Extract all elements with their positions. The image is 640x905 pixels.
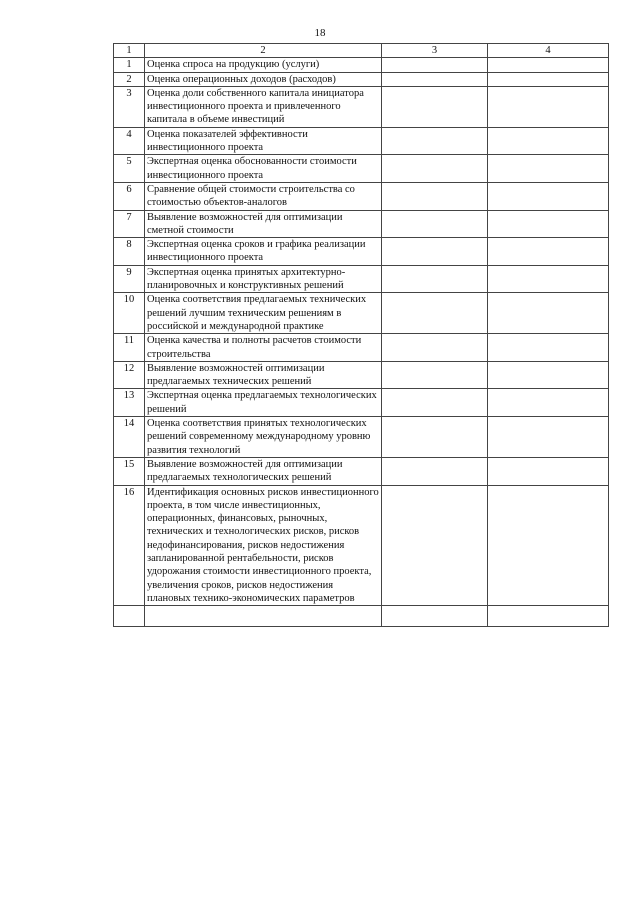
row-cell-4 (488, 361, 609, 389)
page-number: 18 (314, 27, 326, 39)
row-text: Оценка показателей эффективности инвестиционного проекта (145, 127, 382, 155)
row-text: Выявление возможностей для оптимизации сметной стоимости (145, 210, 382, 238)
row-text: Экспертная оценка предлагаемых технологических решений (145, 389, 382, 417)
row-cell-4 (488, 72, 609, 86)
row-cell-4 (488, 334, 609, 362)
row-cell-3 (382, 293, 488, 334)
row-cell-4 (488, 389, 609, 417)
row-cell-3 (382, 155, 488, 183)
row-cell-4 (488, 238, 609, 266)
table-row (114, 457, 609, 485)
table-row (114, 389, 609, 417)
column-header-2: 2 (145, 44, 382, 58)
row-number: 10 (114, 293, 145, 334)
row-cell-4 (488, 417, 609, 458)
row-cell-4 (488, 485, 609, 606)
row-text: Идентификация основных рисков инвестиционного проекта, в том числе инвестиционных, операционных, финансовых, рыночных, технических и технологических рисков, рисков недофинансирования, рисков недостижения запланированной рентабельности, рисков удорожания стоимости инвестиционного проекта, увеличения сроков, рисков недостижения плановых технико-экономических параметров (145, 485, 382, 606)
table-row (114, 238, 609, 266)
row-number: 16 (114, 485, 145, 606)
row-text: Экспертная оценка принятых архитектурно-планировочных и конструктивных решений (145, 265, 382, 293)
row-cell-3 (382, 182, 488, 210)
row-text: Оценка соответствия предлагаемых технических решений лучшим техническим решениям в российской и международной практике (145, 293, 382, 334)
row-text: Выявление возможностей оптимизации предлагаемых технических решений (145, 361, 382, 389)
table-row (114, 293, 609, 334)
row-cell-4 (488, 58, 609, 72)
table-row (114, 210, 609, 238)
row-cell-3 (382, 361, 488, 389)
column-header-4: 4 (488, 44, 609, 58)
table-row (114, 361, 609, 389)
empty-cell (488, 606, 609, 627)
row-text: Экспертная оценка обоснованности стоимости инвестиционного проекта (145, 155, 382, 183)
row-cell-4 (488, 155, 609, 183)
table-row (114, 86, 609, 127)
row-number: 6 (114, 182, 145, 210)
row-cell-3 (382, 334, 488, 362)
row-cell-3 (382, 238, 488, 266)
row-text: Оценка операционных доходов (расходов) (145, 72, 382, 86)
row-number: 9 (114, 265, 145, 293)
row-cell-4 (488, 127, 609, 155)
row-cell-4 (488, 457, 609, 485)
row-cell-4 (488, 182, 609, 210)
empty-cell (382, 606, 488, 627)
row-number: 5 (114, 155, 145, 183)
row-text: Экспертная оценка сроков и графика реализации инвестиционного проекта (145, 238, 382, 266)
table-row (114, 72, 609, 86)
row-text: Выявление возможностей для оптимизации предлагаемых технологических решений (145, 457, 382, 485)
table-row-trailing-empty (114, 606, 609, 627)
row-number: 13 (114, 389, 145, 417)
table-row (114, 182, 609, 210)
table-row (114, 334, 609, 362)
row-number: 7 (114, 210, 145, 238)
row-number: 11 (114, 334, 145, 362)
row-cell-3 (382, 265, 488, 293)
row-number: 1 (114, 58, 145, 72)
row-cell-4 (488, 293, 609, 334)
row-text: Оценка соответствия принятых технологических решений современному международному уровню развития технологий (145, 417, 382, 458)
table-row (114, 417, 609, 458)
column-header-3: 3 (382, 44, 488, 58)
table-row (114, 485, 609, 606)
evaluation-table (113, 43, 609, 627)
row-number: 8 (114, 238, 145, 266)
row-cell-4 (488, 265, 609, 293)
row-cell-3 (382, 127, 488, 155)
empty-cell (145, 606, 382, 627)
row-text: Оценка спроса на продукцию (услуги) (145, 58, 382, 72)
table-row (114, 155, 609, 183)
row-cell-3 (382, 58, 488, 72)
row-cell-4 (488, 86, 609, 127)
table-header-row (114, 44, 609, 58)
row-cell-3 (382, 485, 488, 606)
row-text: Оценка доли собственного капитала инициатора инвестиционного проекта и привлеченного капитала в объеме инвестиций (145, 86, 382, 127)
table-row (114, 265, 609, 293)
row-number: 3 (114, 86, 145, 127)
row-cell-3 (382, 389, 488, 417)
row-number: 2 (114, 72, 145, 86)
table-row (114, 127, 609, 155)
row-cell-3 (382, 72, 488, 86)
row-cell-4 (488, 210, 609, 238)
row-number: 4 (114, 127, 145, 155)
row-number: 12 (114, 361, 145, 389)
row-number: 15 (114, 457, 145, 485)
row-cell-3 (382, 417, 488, 458)
row-cell-3 (382, 210, 488, 238)
row-cell-3 (382, 457, 488, 485)
row-text: Оценка качества и полноты расчетов стоимости строительства (145, 334, 382, 362)
row-cell-3 (382, 86, 488, 127)
empty-cell (114, 606, 145, 627)
table-row (114, 58, 609, 72)
column-header-1: 1 (114, 44, 145, 58)
row-text: Сравнение общей стоимости строительства со стоимостью объектов-аналогов (145, 182, 382, 210)
row-number: 14 (114, 417, 145, 458)
